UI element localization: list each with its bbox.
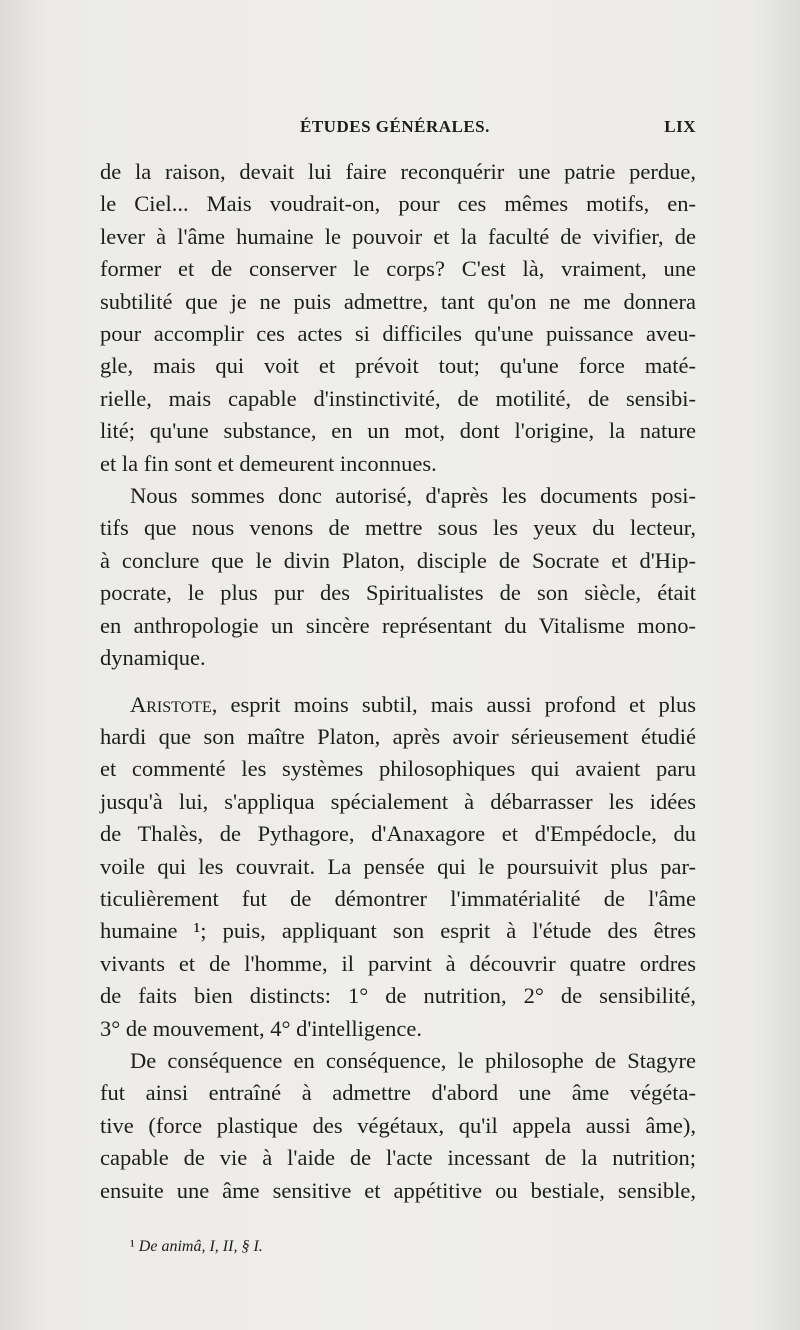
text-line: jusqu'à lui, s'appliqua spécialement à débarrasser les idées — [100, 788, 696, 814]
text-line: subtilité que je ne puis admettre, tant qu'on ne me donnera — [100, 288, 696, 314]
text-line: en anthropologie un sincère représentant du Vitalisme mono- — [100, 612, 696, 638]
text-line: hardi que son maître Platon, après avoir sérieusement étudié — [100, 723, 696, 749]
paragraph-1 — [100, 156, 696, 480]
paragraph-2 — [100, 480, 696, 674]
text-line: le Ciel... Mais voudrait-on, pour ces mêmes motifs, en- — [100, 191, 696, 217]
footnote-marker: ¹ — [130, 1238, 135, 1255]
paragraph-3 — [100, 689, 696, 1045]
text-line: humaine ¹; puis, appliquant son esprit à l'étude des êtres — [100, 918, 696, 944]
author-name: Aristote — [130, 691, 212, 717]
text-line: pour accomplir ces actes si difficiles qu'une puissance aveu- — [100, 321, 696, 347]
text-line: gle, mais qui voit et prévoit tout; qu'une force maté- — [100, 353, 696, 379]
running-title: ÉTUDES GÉNÉRALES. — [300, 117, 490, 136]
text-line: et la fin sont et demeurent inconnues. — [100, 450, 437, 476]
text-line: tive (force plastique des végétaux, qu'il appela aussi âme), — [100, 1112, 696, 1138]
text-line: de la raison, devait lui faire reconquérir une patrie perdue, — [100, 159, 696, 184]
text-line: Nous sommes donc autorisé, d'après les documents posi- — [130, 483, 696, 509]
text-line: capable de vie à l'aide de l'acte incessant de la nutrition; — [100, 1145, 696, 1171]
text-line: 3° de mouvement, 4° d'intelligence. — [100, 1015, 422, 1041]
text-line: dynamique. — [100, 645, 206, 671]
text-line: vivants et de l'homme, il parvint à découvrir quatre ordres — [100, 950, 696, 976]
text-line: à conclure que le divin Platon, disciple de Socrate et d'Hip- — [100, 547, 696, 573]
footnote-text: De animâ, I, II, § I. — [138, 1238, 263, 1255]
page-number: LIX — [664, 117, 696, 136]
page-header — [100, 117, 696, 143]
text-line: de Thalès, de Pythagore, d'Anaxagore et d'Empédocle, du — [100, 821, 696, 847]
footnote — [130, 1236, 263, 1258]
text-line: rielle, mais capable d'instinctivité, de motilité, de sensibi- — [100, 385, 696, 411]
text-line: pocrate, le plus pur des Spiritualistes de son siècle, était — [100, 580, 696, 606]
text-line: de faits bien distincts: 1° de nutrition, 2° de sensibilité, — [100, 983, 696, 1009]
text-line: former et de conserver le corps? C'est là, vraiment, une — [100, 256, 696, 282]
text-line: lever à l'âme humaine le pouvoir et la faculté de vivifier, de — [100, 223, 696, 249]
text-line: lité; qu'une substance, en un mot, dont l'origine, la nature — [100, 418, 696, 444]
text-fragment: , esprit moins subtil, mais aussi profond et plus — [211, 691, 696, 717]
text-line: voile qui les couvrait. La pensée qui le poursuivit plus par- — [100, 853, 696, 879]
text-line: et commenté les systèmes philosophiques qui avaient paru — [100, 756, 696, 782]
text-line: ticulièrement fut de démontrer l'immatérialité de l'âme — [100, 885, 696, 911]
paragraph-4 — [100, 1045, 696, 1207]
paragraph-spacer — [100, 675, 696, 689]
page-body — [100, 156, 696, 1207]
text-line: tifs que nous venons de mettre sous les yeux du lecteur, — [100, 515, 696, 541]
text-line: ensuite une âme sensitive et appétitive ou bestiale, sensible, — [100, 1177, 696, 1203]
text-line — [100, 689, 696, 721]
text-line: De conséquence en conséquence, le philosophe de Stagyre — [130, 1047, 696, 1073]
text-line: fut ainsi entraîné à admettre d'abord une âme végéta- — [100, 1080, 696, 1106]
